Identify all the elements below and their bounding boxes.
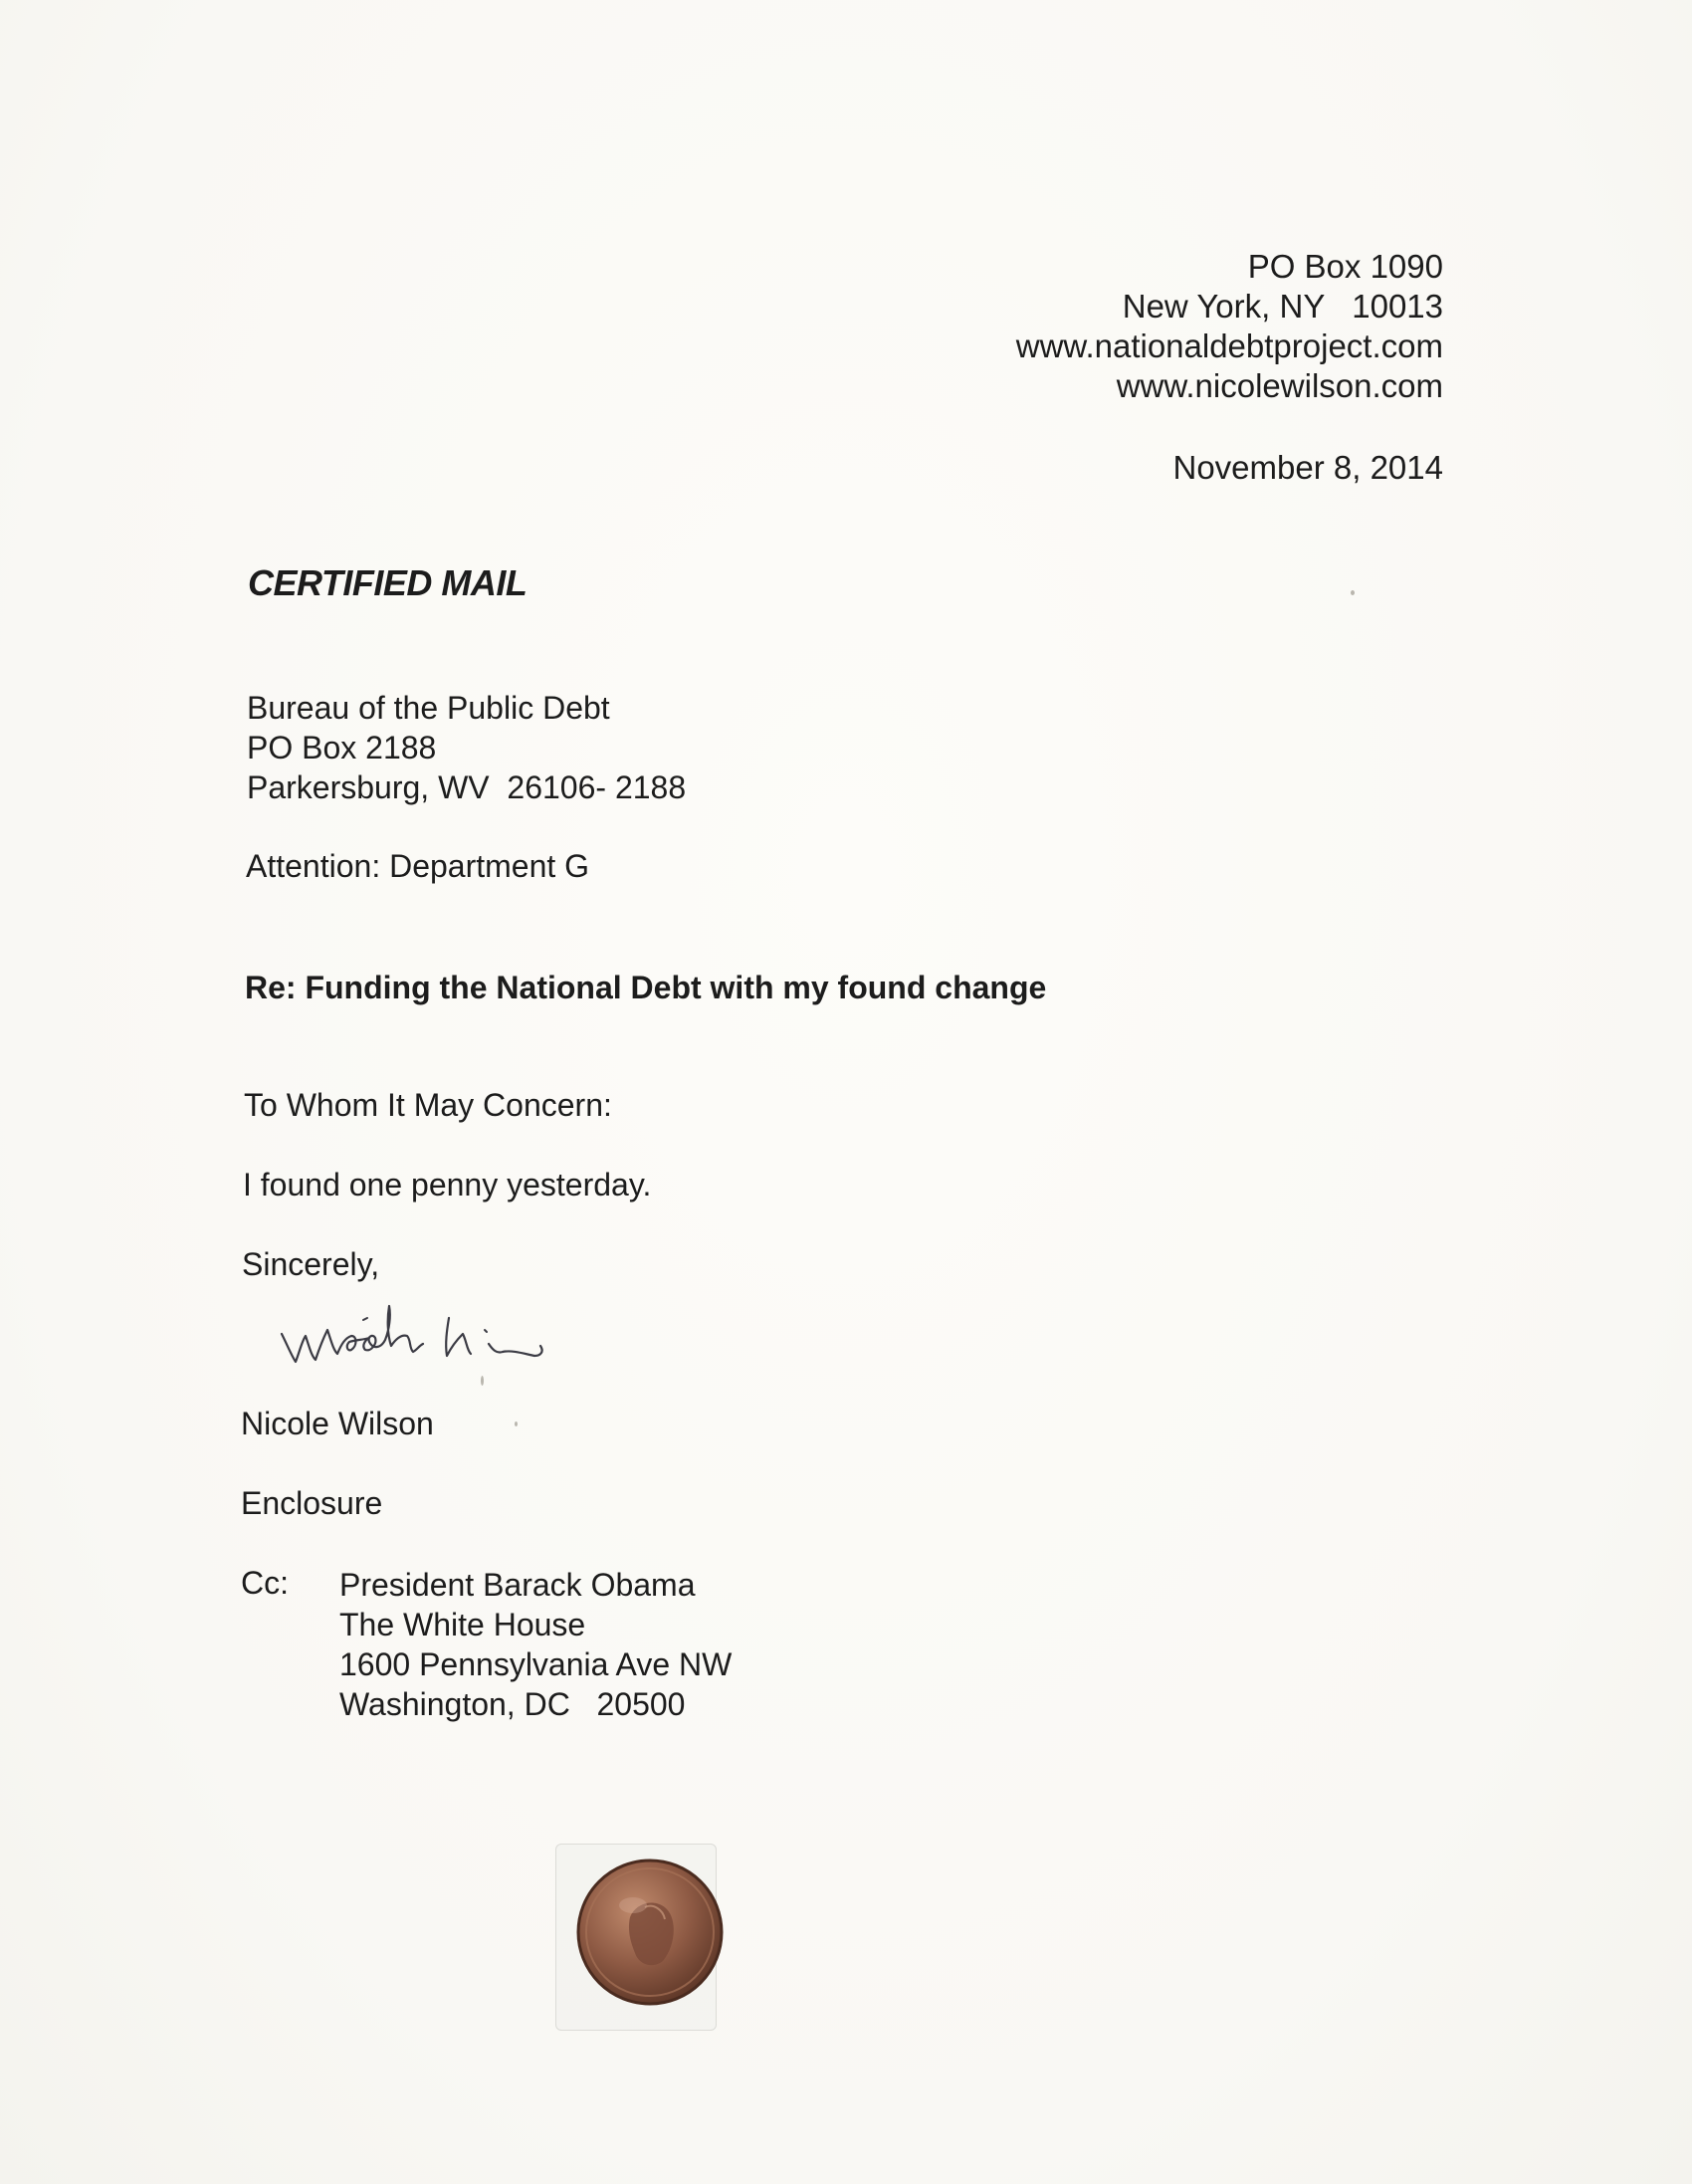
sender-po-box: PO Box 1090 bbox=[1247, 248, 1443, 285]
sender-city-state-zip: New York, NY 10013 bbox=[1122, 288, 1443, 325]
handwritten-signature bbox=[274, 1294, 632, 1384]
recipient-address-block bbox=[247, 688, 686, 807]
closing: Sincerely, bbox=[242, 1246, 380, 1282]
sender-address-block bbox=[1016, 247, 1443, 406]
attention-line: Attention: Department G bbox=[246, 848, 590, 884]
letter-body: I found one penny yesterday. bbox=[243, 1167, 652, 1202]
penny-coin bbox=[575, 1857, 725, 2007]
salutation: To Whom It May Concern: bbox=[244, 1087, 612, 1123]
recipient-po-box: PO Box 2188 bbox=[247, 730, 437, 765]
cc-city-state-zip: Washington, DC 20500 bbox=[339, 1686, 686, 1722]
cc-address-block bbox=[339, 1565, 732, 1724]
recipient-name: Bureau of the Public Debt bbox=[247, 690, 610, 726]
enclosure-notation: Enclosure bbox=[241, 1485, 383, 1521]
sender-website-project: www.nationaldebtproject.com bbox=[1015, 328, 1443, 364]
subject-line: Re: Funding the National Debt with my found change bbox=[245, 970, 1047, 1005]
recipient-city-state-zip: Parkersburg, WV 26106- 2188 bbox=[247, 769, 687, 805]
cc-street: 1600 Pennsylvania Ave NW bbox=[339, 1646, 733, 1682]
cc-label: Cc: bbox=[241, 1565, 289, 1601]
signer-name: Nicole Wilson bbox=[241, 1406, 434, 1441]
paper-speck bbox=[1351, 590, 1355, 595]
certified-mail-heading: CERTIFIED MAIL bbox=[248, 562, 528, 603]
paper-speck bbox=[481, 1376, 484, 1386]
sender-website-personal: www.nicolewilson.com bbox=[1116, 367, 1443, 404]
cc-name: President Barack Obama bbox=[339, 1567, 696, 1603]
cc-organization: The White House bbox=[339, 1607, 586, 1642]
letter-date: November 8, 2014 bbox=[1172, 449, 1443, 486]
paper-speck bbox=[515, 1421, 518, 1426]
